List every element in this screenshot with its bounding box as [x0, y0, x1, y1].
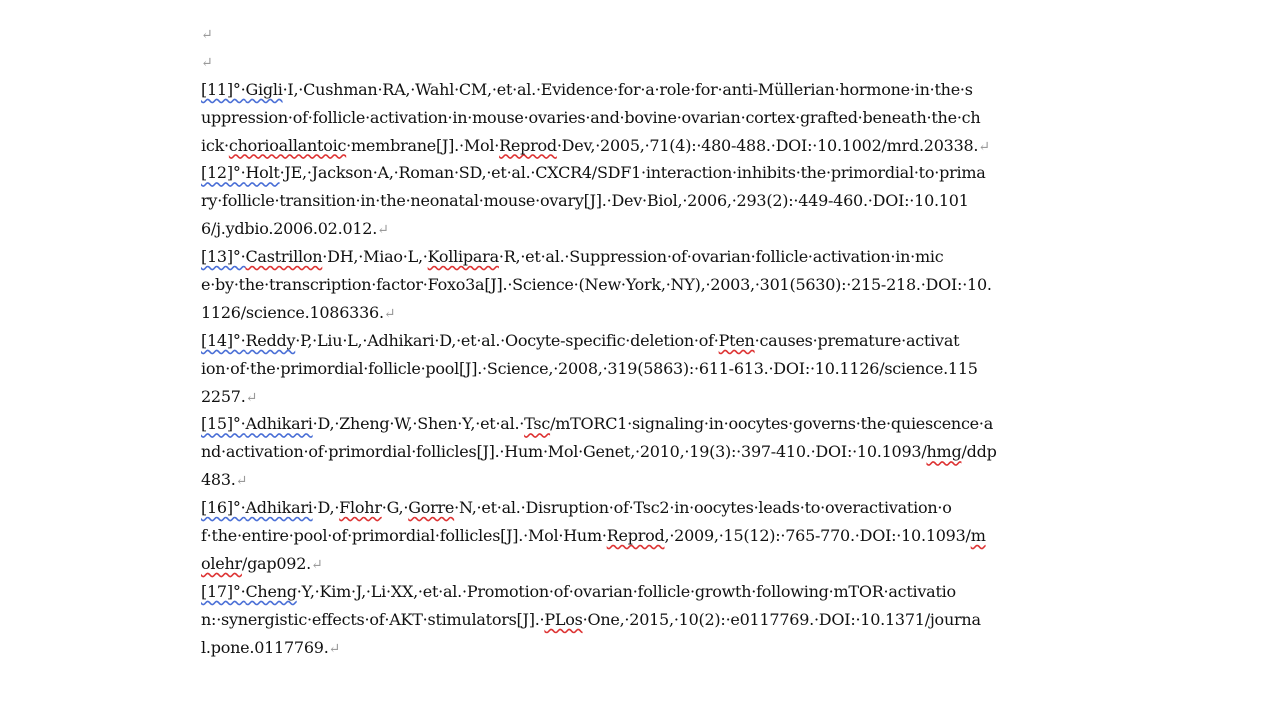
text-line[interactable]	[201, 104, 1135, 132]
text-run: ·N,·et·al.·Disruption·of·Tsc2·in·oocytes·leads·to·overactivation·o	[454, 498, 952, 518]
text-run: 6/j.ydbio.2006.02.012.	[201, 219, 378, 239]
text-line[interactable]	[201, 20, 1135, 48]
reference-list[interactable]	[201, 20, 1135, 661]
flagged-word: [15]°·	[201, 414, 246, 434]
paragraph-mark-icon: ↵	[383, 305, 396, 322]
text-run: nd·activation·of·primordial·follicles[J].·Hum·Mol·Genet,·2010,·19(3):·397-410.·DOI:·10.1093/	[201, 442, 927, 462]
text-line[interactable]	[201, 606, 1135, 634]
text-run: l.pone.0117769.	[201, 637, 329, 657]
text-run: /ddp	[961, 442, 997, 462]
text-run: ·Y,·Kim·J,·Li·XX,·et·al.·Promotion·of·ovarian·follicle·growth·following·mTOR·activatio	[296, 581, 956, 601]
text-run: n:·synergistic·effects·of·AKT·stimulators[J].·	[201, 609, 545, 629]
text-line[interactable]	[201, 48, 1135, 76]
flagged-word: Reprod	[499, 135, 557, 155]
paragraph-mark-icon: ↵	[328, 640, 341, 657]
flagged-word: Holt	[245, 163, 280, 183]
text-run: 1126/science.1086336.	[201, 302, 384, 322]
paragraph-mark-icon: ↵	[201, 54, 213, 71]
flagged-word: [14]°·	[201, 330, 246, 350]
flagged-word: Tsc	[524, 414, 551, 434]
paragraph-mark-icon: ↵	[235, 473, 248, 490]
flagged-word: Adhikari	[245, 414, 313, 434]
text-line[interactable]	[201, 76, 1135, 104]
text-line[interactable]	[201, 243, 1135, 271]
text-run: ion·of·the·primordial·follicle·pool[J].·Science,·2008,·319(5863):·611-613.·DOI:·10.1126/science.115	[201, 358, 978, 378]
flagged-word: chorioallantoic	[228, 135, 347, 155]
text-run: e·by·the·transcription·factor·Foxo3a[J].·Science·(New·York,·NY),·2003,·301(5630):·215-218.·DOI:·10.	[201, 275, 992, 295]
text-line[interactable]	[201, 550, 1135, 578]
text-line[interactable]	[201, 494, 1135, 522]
flagged-word: Castrillon	[245, 247, 323, 267]
text-line[interactable]	[201, 271, 1135, 299]
text-line[interactable]	[201, 578, 1135, 606]
text-run: ·G,·	[381, 498, 409, 518]
flagged-word: Pten	[718, 330, 755, 350]
text-line[interactable]	[201, 215, 1135, 243]
flagged-word: Cheng	[245, 581, 297, 601]
text-run: ·D,·	[312, 498, 340, 518]
text-line[interactable]	[201, 438, 1135, 466]
text-run: ·DH,·Miao·L,·	[322, 247, 428, 267]
text-line[interactable]	[201, 383, 1135, 411]
text-run: ·Dev,·2005,·71(4):·480-488.·DOI:·10.1002/mrd.20338.	[556, 135, 979, 155]
text-run: ·I,·Cushman·RA,·Wahl·CM,·et·al.·Evidence·for·a·role·for·anti-Müllerian·hormone·in·the·s	[282, 79, 973, 99]
text-line[interactable]	[201, 159, 1135, 187]
flagged-word: Flohr	[339, 498, 382, 518]
paragraph-mark-icon: ↵	[310, 556, 323, 573]
text-line[interactable]	[201, 327, 1135, 355]
flagged-word: [13]°·	[201, 247, 246, 267]
text-line[interactable]	[201, 299, 1135, 327]
flagged-word: [12]°·	[201, 163, 246, 183]
text-run: ry·follicle·transition·in·the·neonatal·mouse·ovary[J].·Dev·Biol,·2006,·293(2):·449-460.·DOI:·10.101	[201, 191, 969, 211]
text-run: 483.	[201, 470, 236, 490]
paragraph-mark-icon: ↵	[377, 222, 389, 239]
text-run: f·the·entire·pool·of·primordial·follicles[J].·Mol·Hum·	[201, 526, 607, 546]
flagged-word: Gorre	[408, 498, 455, 518]
text-run: /gap092.	[241, 553, 311, 573]
text-run: ·D,·Zheng·W,·Shen·Y,·et·al.·	[312, 414, 525, 434]
text-line[interactable]	[201, 187, 1135, 215]
text-run: ·causes·premature·activat	[754, 330, 960, 350]
flagged-word: Reprod	[606, 526, 665, 546]
text-line[interactable]	[201, 132, 1135, 160]
flagged-word: Kollipara	[427, 247, 499, 267]
text-run: /mTORC1·signaling·in·oocytes·governs·the·quiescence·a	[550, 414, 994, 434]
flagged-word: [16]°·	[201, 498, 246, 518]
flagged-word: Reddy	[245, 330, 296, 350]
flagged-word: m	[970, 526, 986, 546]
flagged-word: Adhikari	[245, 498, 313, 518]
flagged-word: [17]°·	[201, 581, 246, 601]
paragraph-mark-icon: ↵	[978, 138, 990, 155]
text-run: ·P,·Liu·L,·Adhikari·D,·et·al.·Oocyte-specific·deletion·of·	[295, 330, 719, 350]
flagged-word: hmg	[926, 442, 962, 462]
text-run: uppression·of·follicle·activation·in·mouse·ovaries·and·bovine·ovarian·cortex·grafted·beneath·the·ch	[201, 107, 981, 127]
flagged-word: olehr	[201, 553, 242, 573]
text-run: ,·2009,·15(12):·765-770.·DOI:·10.1093/	[664, 526, 971, 546]
text-line[interactable]	[201, 410, 1135, 438]
text-line[interactable]	[201, 522, 1135, 550]
text-line[interactable]	[201, 634, 1135, 662]
text-run: ·membrane[J].·Mol·	[346, 135, 500, 155]
flagged-word: PLos	[544, 609, 583, 629]
paragraph-mark-icon: ↵	[245, 389, 258, 406]
text-run: ·R,·et·al.·Suppression·of·ovarian·follicle·activation·in·mic	[498, 247, 944, 267]
text-line[interactable]	[201, 355, 1135, 383]
text-run: ·JE,·Jackson·A,·Roman·SD,·et·al.·CXCR4/SDF1·interaction·inhibits·the·primordial·to·prima	[279, 163, 986, 183]
flagged-word: Gigli	[245, 79, 283, 99]
text-line[interactable]	[201, 466, 1135, 494]
flagged-word: [11]°·	[201, 79, 246, 99]
text-run: ick·	[201, 135, 229, 155]
text-run: ·One,·2015,·10(2):·e0117769.·DOI:·10.1371/journa	[582, 609, 981, 629]
paragraph-mark-icon: ↵	[201, 27, 213, 43]
text-run: 2257.	[201, 386, 246, 406]
